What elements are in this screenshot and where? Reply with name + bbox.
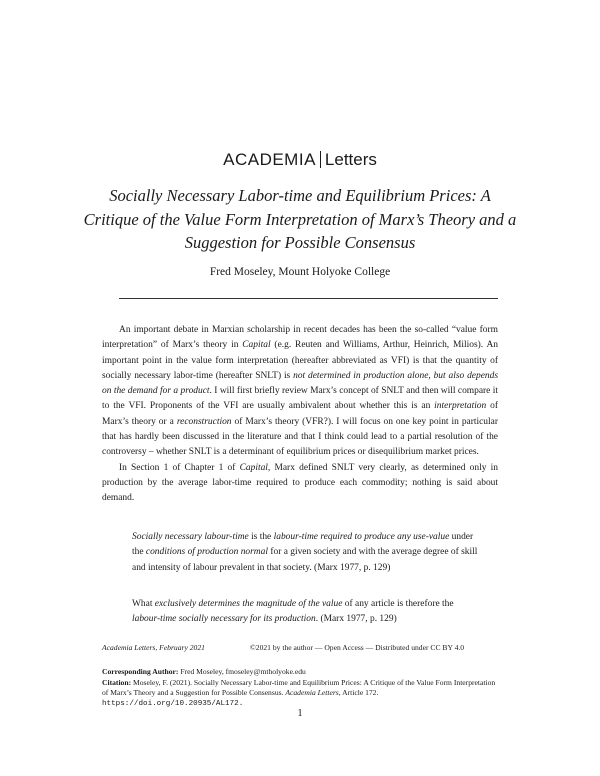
corresponding-author-label: Corresponding Author: <box>102 667 179 676</box>
text-run: of any article is therefore the <box>342 599 454 609</box>
page-footer <box>102 643 498 652</box>
academia-letters-logo <box>0 150 600 170</box>
text-run: (e.g. Reuten and Williams, Arthur, Heinrich, Milios). An important point in the value form interpretation (hereafter abbreviated as VFI) is that the quantity of socially necessary labor-time (hereafter SNLT) is <box>102 340 498 381</box>
emphasis: interpretation <box>434 401 487 412</box>
citation-article: , Article 172. <box>338 688 379 698</box>
brand-name: ACADEMIA <box>223 150 316 169</box>
emphasis: reconstruction <box>176 416 232 427</box>
license-notice: ©2021 by the author — Open Access — Distributed under CC BY 4.0 <box>250 643 465 652</box>
emphasis: Capital <box>239 462 268 473</box>
title-divider <box>119 298 498 299</box>
corresponding-author <box>102 667 502 678</box>
text-run: under the <box>132 532 474 558</box>
citation <box>102 678 502 699</box>
paragraph-2 <box>102 461 498 507</box>
text-run: of Marx’s theory or a <box>102 401 498 427</box>
text-run: An important debate in Marxian scholarship in recent decades has been the so-called “value form interpretation” of Marx’s theory in <box>102 325 498 351</box>
corresponding-author-value: Fred Moseley, fmoseley@mtholyoke.edu <box>178 667 306 676</box>
text-run: In Section 1 of Chapter 1 of <box>119 462 240 473</box>
citation-text: Moseley, F. (2021). Socially Necessary Labor-time and Equilibrium Prices: A Critique of the Value Form Interpretation of Marx’s Theory and a Suggestion for Possible Consensus. <box>102 677 496 698</box>
text-run: , Marx defined SNLT very clearly, as determined only in production by the average labor-time required to produce each commodity; nothing is said about demand. <box>102 462 498 504</box>
citation-journal: Academia Letters <box>285 688 339 698</box>
text-run: is the <box>248 532 274 542</box>
paragraph-1 <box>102 323 498 461</box>
emphasis: not determined in production alone, but also depends on the demand for a product <box>102 370 499 397</box>
citation-label: Citation: <box>102 677 132 687</box>
emphasis: labour-time required to produce any use-value <box>273 532 450 542</box>
text-run: What <box>132 599 155 609</box>
brand-suffix: Letters <box>324 150 377 169</box>
article-body <box>102 323 498 507</box>
article-author: Fred Moseley, Mount Holyoke College <box>209 266 391 278</box>
emphasis: exclusively determines the magnitude of the value <box>154 599 343 609</box>
article-metadata <box>102 667 502 709</box>
emphasis: Socially necessary labour-time <box>132 532 249 542</box>
text-run: . I will first briefly review Marx’s concept of SNLT and then will compare it to the VFI. Proponents of the VFI are usually ambivalent about whether this is an <box>102 386 498 412</box>
emphasis: labour-time socially necessary for its production <box>132 614 316 625</box>
text-run: of Marx’s theory (VFR?). I will focus on one key point in particular that has hardly been discussed in the literature and that I think could lead to a partial resolution of the controversy – whether SNLT is a determinant of equilibrium prices or disequilibrium market prices. <box>102 416 498 458</box>
text-run: for a given society and with the average degree of skill and intensity of labour prevalent in that society. (Marx 1977, p. 129) <box>132 547 478 573</box>
article-title: Socially Necessary Labor-time and Equilibrium Prices: A Critique of the Value Form Interpretation of Marx’s Theory and a Suggestion for Possible Consensus <box>83 186 517 252</box>
block-quote-1 <box>132 530 482 576</box>
page-number: 1 <box>297 708 303 719</box>
journal-issue: Academia Letters, February 2021 <box>102 643 205 652</box>
brand-divider <box>320 151 321 168</box>
emphasis: conditions of production normal <box>145 547 268 558</box>
block-quote-2 <box>132 597 482 628</box>
doi-link[interactable]: https://doi.org/10.20935/AL172. <box>102 699 244 708</box>
emphasis: Capital <box>242 340 271 351</box>
text-run: . (Marx 1977, p. 129) <box>315 614 397 625</box>
